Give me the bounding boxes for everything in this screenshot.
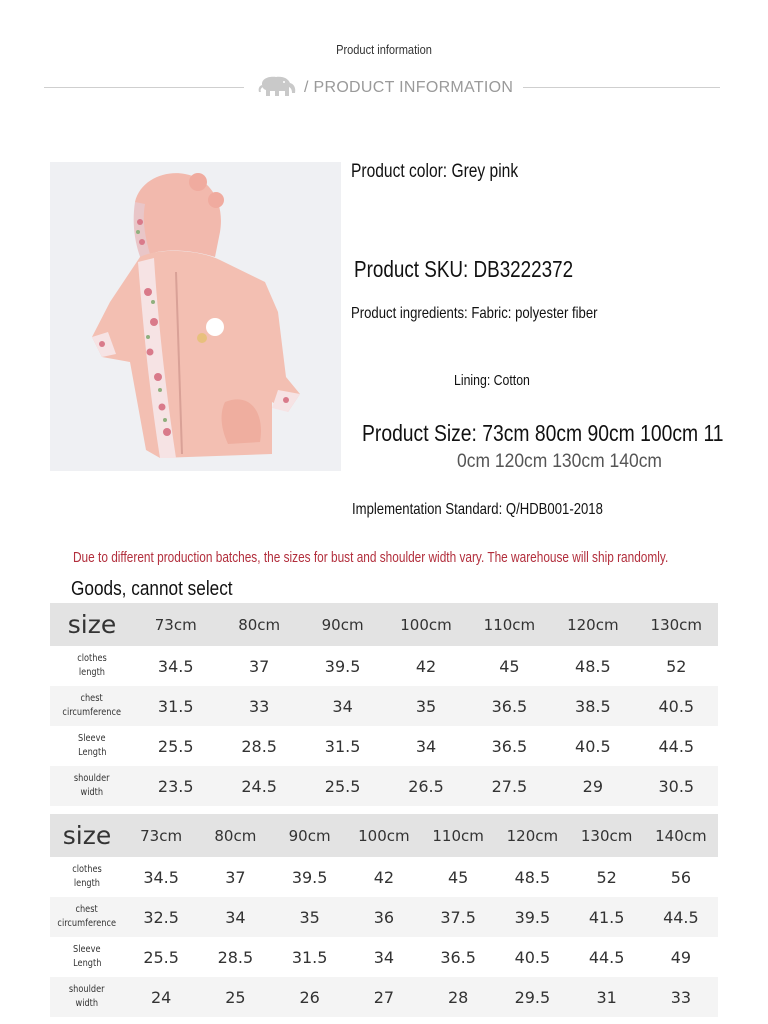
- row-label: [50, 857, 124, 897]
- row-label-line2: circumference: [57, 918, 117, 929]
- table-cell: 40.5: [575, 736, 611, 756]
- table-cell: 45: [499, 656, 520, 676]
- table-cell: 42: [373, 867, 395, 887]
- table-cell: 27.5: [491, 776, 528, 796]
- table-cell: 25.5: [143, 947, 179, 967]
- table-row: [50, 897, 718, 937]
- table-cell: 36.5: [491, 736, 528, 756]
- size-table-2: [50, 814, 718, 1017]
- table-row: [50, 646, 718, 686]
- table-cell: 25: [225, 987, 246, 1007]
- table-row: [50, 766, 718, 806]
- table-cell: 28.5: [241, 736, 277, 756]
- product-size-line1: Product Size: 73cm 80cm 90cm 100cm 11: [362, 420, 724, 446]
- table-cell: 49: [670, 947, 692, 967]
- header-divider-left: [44, 87, 244, 88]
- row-label-line2: width: [75, 998, 99, 1009]
- table-cell: 52: [596, 867, 617, 887]
- row-label: [50, 897, 124, 937]
- size-column-header: 73cm: [140, 826, 183, 845]
- section-title: / PRODUCT INFORMATION: [304, 79, 514, 96]
- table-cell: 45: [447, 867, 469, 887]
- product-sku: Product SKU: DB3222372: [354, 256, 574, 282]
- size-column-header: 100cm: [358, 826, 410, 845]
- table-cell: 30.5: [658, 776, 695, 796]
- table-row: [50, 726, 718, 766]
- goods-label: Goods, cannot select: [71, 578, 233, 600]
- product-lining: Lining: Cotton: [454, 372, 530, 389]
- row-label-line2: length: [73, 878, 101, 889]
- table-cell: 25.5: [157, 736, 194, 756]
- table-cell: 24.5: [241, 776, 277, 796]
- table-cell: 28.5: [217, 947, 254, 967]
- table-cell: 52: [666, 656, 687, 676]
- table-cell: 33: [248, 696, 270, 716]
- size-column-header: 130cm: [580, 826, 633, 845]
- row-label: [50, 937, 124, 977]
- product-color: Product color: Grey pink: [351, 161, 519, 182]
- size-corner-label: size: [67, 610, 117, 639]
- row-label-line2: length: [78, 667, 106, 678]
- table-row: [50, 857, 718, 897]
- row-label-line1: chest: [75, 904, 99, 915]
- table-cell: 23.5: [157, 776, 194, 796]
- table-cell: 34: [225, 907, 246, 927]
- table-cell: 38.5: [575, 696, 611, 716]
- row-label: [50, 766, 134, 806]
- size-column-header: 90cm: [321, 615, 364, 634]
- size-column-header: 100cm: [400, 615, 452, 634]
- table-row: [50, 686, 718, 726]
- table-cell: 37.5: [440, 907, 476, 927]
- size-column-header: 110cm: [432, 826, 484, 845]
- header-divider-right: [523, 87, 720, 88]
- product-ingredients: Product ingredients: Fabric: polyester fiber: [351, 305, 598, 322]
- table-cell: 26.5: [408, 776, 444, 796]
- table-cell: 25.5: [324, 776, 361, 796]
- table-cell: 31.5: [157, 696, 194, 716]
- product-size-line2: 0cm 120cm 130cm 140cm: [457, 451, 663, 472]
- table-cell: 29.5: [514, 987, 551, 1007]
- row-label: [50, 726, 134, 766]
- table-cell: 41.5: [588, 907, 625, 927]
- table-cell: 37: [225, 867, 246, 887]
- size-header-row: [50, 603, 718, 646]
- table-cell: 48.5: [514, 867, 551, 887]
- size-column-header: 110cm: [483, 615, 536, 634]
- row-label-line1: clothes: [77, 653, 107, 664]
- table-cell: 28: [447, 987, 469, 1007]
- row-label: [50, 686, 134, 726]
- size-column-header: 130cm: [650, 615, 703, 634]
- row-label-line2: circumference: [62, 707, 122, 718]
- row-label-line1: clothes: [72, 864, 102, 875]
- table-cell: 35: [299, 907, 320, 927]
- table-cell: 40.5: [514, 947, 551, 967]
- table-cell: 40.5: [658, 696, 695, 716]
- row-label-line1: Sleeve: [78, 733, 106, 744]
- table-cell: 39.5: [291, 867, 328, 887]
- size-table-1: [50, 603, 718, 806]
- table-cell: 33: [670, 987, 692, 1007]
- table-cell: 48.5: [575, 656, 611, 676]
- table-cell: 44.5: [658, 736, 695, 756]
- table-row: [50, 937, 718, 977]
- size-column-header: 80cm: [214, 826, 257, 845]
- table-cell: 34.5: [143, 867, 179, 887]
- table-row: [50, 977, 718, 1017]
- implementation-standard: Implementation Standard: Q/HDB001-2018: [352, 501, 603, 518]
- row-label-line1: Sleeve: [73, 944, 101, 955]
- batch-note: Due to different production batches, the sizes for bust and shoulder width vary. The warehouse will ship randomly.: [73, 549, 669, 566]
- product-image: [50, 162, 341, 471]
- table-cell: 34: [373, 947, 395, 967]
- row-label-line1: shoulder: [74, 773, 110, 784]
- table-cell: 34.5: [157, 656, 194, 676]
- table-cell: 56: [670, 867, 692, 887]
- jacket-illustration: [50, 162, 341, 471]
- row-label: [50, 977, 124, 1017]
- row-label-line1: shoulder: [69, 984, 105, 995]
- table-cell: 26: [299, 987, 320, 1007]
- row-label-line2: Length: [77, 747, 107, 758]
- table-cell: 35: [415, 696, 437, 716]
- table-cell: 39.5: [324, 656, 361, 676]
- table-cell: 31.5: [324, 736, 361, 756]
- size-column-header: 120cm: [506, 826, 559, 845]
- table-cell: 39.5: [514, 907, 551, 927]
- table-cell: 31: [596, 987, 617, 1007]
- size-header-row: [50, 814, 718, 857]
- row-label-line2: width: [80, 787, 104, 798]
- row-label-line2: Length: [72, 958, 102, 969]
- table-cell: 31.5: [291, 947, 328, 967]
- size-column-header: 140cm: [655, 826, 707, 845]
- table-cell: 42: [415, 656, 437, 676]
- table-cell: 34: [332, 696, 353, 716]
- table-cell: 24: [150, 987, 172, 1007]
- table-cell: 29: [582, 776, 604, 796]
- row-label: [50, 646, 134, 686]
- top-label: Product information: [336, 42, 432, 57]
- elephant-icon: [256, 74, 298, 100]
- size-column-header: 80cm: [238, 615, 281, 634]
- row-label-line1: chest: [80, 693, 104, 704]
- table-cell: 44.5: [588, 947, 625, 967]
- size-column-header: 73cm: [154, 615, 197, 634]
- size-column-header: 90cm: [288, 826, 331, 845]
- table-cell: 44.5: [663, 907, 699, 927]
- table-cell: 36: [373, 907, 395, 927]
- table-cell: 34: [415, 736, 437, 756]
- size-column-header: 120cm: [567, 615, 619, 634]
- table-cell: 36.5: [440, 947, 476, 967]
- table-cell: 32.5: [143, 907, 179, 927]
- size-corner-label: size: [62, 821, 112, 850]
- table-cell: 27: [373, 987, 395, 1007]
- table-cell: 37: [248, 656, 270, 676]
- table-cell: 36.5: [491, 696, 528, 716]
